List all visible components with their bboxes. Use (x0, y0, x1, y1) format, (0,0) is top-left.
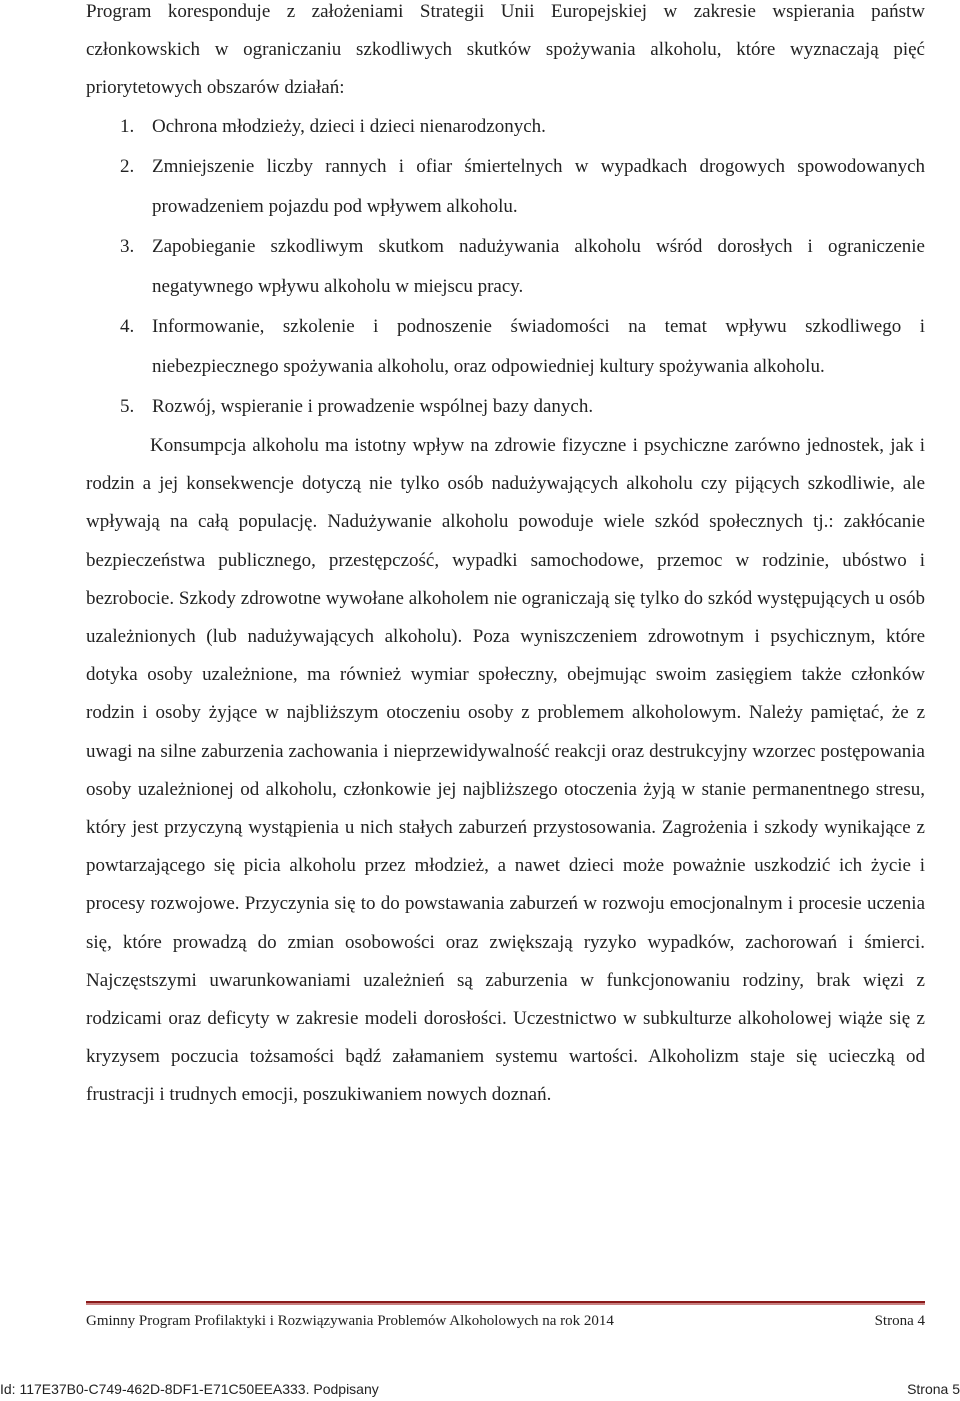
intro-paragraph: Program koresponduje z założeniami Strategii Unii Europejskiej w zakresie wspierania państw członkowskich w ograniczaniu szkodliwych skutków spożywania alkoholu, które wyznaczają pięć priorytetowych obszarów działań: (86, 1, 925, 98)
signature-stamp (0, 1381, 960, 1397)
list-item-number: 5. (120, 396, 135, 417)
list-item-text: Rozwój, wspieranie i prowadzenie wspólnej bazy danych. (152, 396, 594, 417)
list-item-text: Zapobieganie szkodliwym skutkom nadużywania alkoholu wśród dorosłych i ograniczenie negatywnego wpływu alkoholu w miejscu pracy. (152, 236, 925, 297)
footer-divider (86, 1301, 925, 1305)
list-item-text: Informowanie, szkolenie i podnoszenie świadomości na temat wpływu szkodliwego i niebezpiecznego spożywania alkoholu, oraz odpowiedniej kultury spożywania alkoholu. (152, 316, 925, 377)
document-id: Id: 117E37B0-C749-462D-8DF1-E71C50EEA333. Podpisany (0, 1381, 379, 1397)
priority-list (86, 107, 925, 427)
list-item-number: 1. (120, 116, 135, 137)
list-item (86, 307, 925, 387)
list-item-number: 4. (120, 316, 135, 337)
document-page (86, 0, 925, 1115)
stamp-page-number: Strona 5 (907, 1381, 960, 1397)
list-item (86, 147, 925, 227)
list-item-text: Zmniejszenie liczby rannych i ofiar śmiertelnych w wypadkach drogowych spowodowanych prowadzeniem pojazdu pod wpływem alkoholu. (152, 156, 925, 217)
list-item-number: 3. (120, 236, 135, 257)
page-footer (86, 1313, 925, 1330)
list-item-text: Ochrona młodzieży, dzieci i dzieci nienarodzonych. (152, 116, 546, 137)
list-item-number: 2. (120, 156, 135, 177)
footer-page-number: Strona 4 (874, 1313, 925, 1329)
footer-title: Gminny Program Profilaktyki i Rozwiązywania Problemów Alkoholowych na rok 2014 (86, 1313, 614, 1329)
body-paragraph: Konsumpcja alkoholu ma istotny wpływ na zdrowie fizyczne i psychiczne zarówno jednostek, jak i rodzin a jej konsekwencje dotyczą nie tylko osób nadużywających alkoholu czy pijących szkodliwie, ale wpływają na całą populację. Nadużywanie alkoholu powoduje wiele szkód społecznych tj.: zakłócanie bezpieczeństwa publicznego, przestępczość, wypadki samochodowe, przemoc w rodzinie, ubóstwo i bezrobocie. Szkody zdrowotne wywołane alkoholem nie ograniczają się tylko do szkód występujących u osób uzależnionych (lub nadużywających alkoholu). Poza wyniszczeniem zdrowotnym i psychicznym, które dotyka osoby uzależnione, ma również wymiar społeczny, obejmując swoim zasięgiem także członków rodzin i osoby żyjące w najbliższym otoczeniu osoby z problemem alkoholowym. Należy pamiętać, że z uwagi na silne zaburzenia zachowania i nieprzewidywalność reakcji oraz destrukcyjny wzorzec postępowania osoby uzależnionej od alkoholu, członkowie jej najbliższego otoczenia żyją w stanie permanentnego stresu, który jest przyczyną wystąpienia u nich stałych zaburzeń przystosowania. Zagrożenia i szkody wynikające z powtarzającego się picia alkoholu przez młodzież, a nawet dzieci może poważnie uszkodzić ich życie i procesy rozwojowe. Przyczynia się to do powstawania zaburzeń w rozwoju emocjonalnym i procesie uczenia się, które prowadzą do zmian osobowości oraz zwiększają ryzyko wypadków, zachorowań i śmierci. Najczęstszymi uwarunkowaniami uzależnień są zaburzenia w funkcjonowaniu rodziny, brak więzi z rodzicami oraz deficyty w zakresie modeli dorosłości. Uczestnictwo w subkulturze alkoholowej wiąże się z kryzysem poczucia tożsamości bądź załamaniem systemu wartości. Alkoholizm staje się ucieczką od frustracji i trudnych emocji, poszukiwaniem nowych doznań. (86, 435, 925, 1106)
list-item (86, 107, 925, 147)
list-item (86, 387, 925, 427)
list-item (86, 227, 925, 307)
